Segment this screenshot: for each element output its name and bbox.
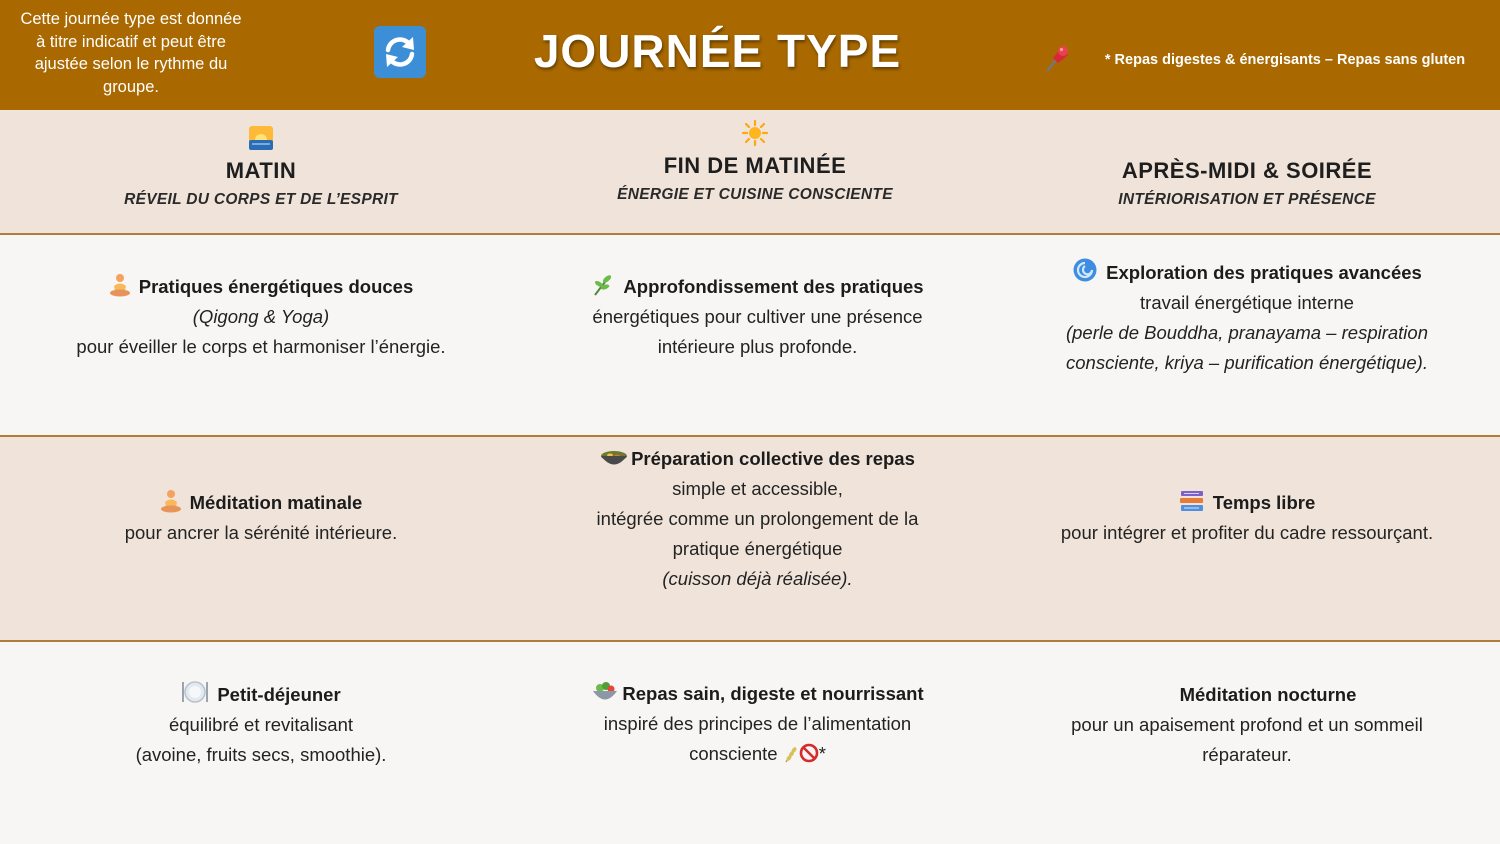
- activity-description: consciente: [689, 743, 778, 764]
- activity-description: simple et accessible,: [672, 478, 843, 499]
- activity-description: intérieure plus profonde.: [657, 336, 858, 357]
- activity-cell: [510, 272, 1005, 362]
- activity-description: équilibré et revitalisant: [168, 714, 354, 735]
- meditating-person-icon: [160, 489, 182, 513]
- activity-description: intégrée comme un prolongement de la: [596, 508, 919, 529]
- prohibited-icon: [799, 743, 819, 763]
- activity-description: pour un apaisement profond et un sommeil: [1071, 714, 1423, 735]
- column-subtitle: ÉNERGIE ET CUISINE CONSCIENTE: [617, 186, 893, 203]
- cyclone-icon: [1072, 257, 1098, 283]
- herb-icon: [591, 273, 615, 297]
- meditating-person-icon: [109, 273, 131, 297]
- crescent-moon-icon: [1138, 679, 1166, 705]
- books-icon: [1179, 489, 1205, 513]
- activity-description: pratique énergétique: [672, 538, 843, 559]
- activity-cell: [20, 488, 502, 548]
- activity-cell: [1005, 257, 1489, 378]
- meal-note: * Repas digestes & énergisants – Repas sans gluten: [1104, 52, 1466, 68]
- activity-description: travail énergétique interne: [1140, 292, 1354, 313]
- salad-bowl-icon: [591, 680, 619, 704]
- activity-heading: Méditation nocturne: [1179, 684, 1357, 705]
- activity-heading: Exploration des pratiques avancées: [1106, 262, 1422, 283]
- activity-cell: [510, 679, 1005, 769]
- column-title: APRÈS-MIDI & SOIRÉE: [1121, 158, 1373, 183]
- activity-cell: [510, 444, 1005, 594]
- schedule-note: Cette journée type est donnée à titre indicatif et peut être ajustée selon le rythme du groupe.: [20, 10, 242, 96]
- activity-description: pour intégrer et profiter du cadre ressourçant.: [1060, 522, 1434, 543]
- activity-detail: (perle de Bouddha, pranayama – respiration: [1065, 322, 1428, 343]
- activity-description: énergétiques pour cultiver une présence: [592, 306, 923, 327]
- column-subtitle: RÉVEIL DU CORPS ET DE L’ESPRIT: [124, 191, 398, 208]
- activity-description: pour éveiller le corps et harmoniser l’énergie.: [76, 336, 446, 357]
- stew-pot-icon: [600, 445, 628, 469]
- column-header-matin: [20, 125, 502, 209]
- activity-description: (avoine, fruits secs, smoothie).: [135, 744, 387, 765]
- column-header-fin-de-matinee: [510, 120, 1000, 204]
- activity-heading: Temps libre: [1212, 492, 1316, 513]
- column-subtitle: INTÉRIORISATION ET PRÉSENCE: [1118, 191, 1376, 208]
- activity-heading: Petit-déjeuner: [217, 684, 341, 705]
- activity-heading: Préparation collective des repas: [631, 448, 915, 469]
- activity-heading: Repas sain, digeste et nourrissant: [622, 683, 924, 704]
- activity-detail: (Qigong & Yoga): [192, 306, 330, 327]
- sunrise-icon: [248, 125, 274, 151]
- activity-description: réparateur.: [1202, 744, 1292, 765]
- wheat-icon: [783, 745, 799, 763]
- activity-detail: consciente, kriya – purification énergétique).: [1066, 352, 1428, 373]
- column-title: MATIN: [225, 158, 297, 183]
- activity-description: inspiré des principes de l’alimentation: [603, 713, 912, 734]
- activity-cell: [1005, 679, 1489, 770]
- crescent-moon-icon: [1233, 123, 1261, 151]
- asterisk: *: [818, 743, 826, 764]
- activity-heading: Approfondissement des pratiques: [623, 276, 924, 297]
- sun-icon: [741, 120, 769, 146]
- plate-icon: [181, 679, 209, 705]
- column-header-apres-midi: [1005, 123, 1489, 209]
- activity-cell: [20, 679, 502, 770]
- activity-cell: [20, 272, 502, 362]
- refresh-icon: [374, 26, 426, 78]
- activity-cell: [1005, 488, 1489, 548]
- activity-heading: Pratiques énergétiques douces: [138, 276, 414, 297]
- page-title: JOURNÉE TYPE: [533, 25, 902, 77]
- activity-detail: (cuisson déjà réalisée).: [662, 568, 853, 589]
- pushpin-icon: [1044, 44, 1070, 77]
- header-bar: [0, 0, 1500, 110]
- activity-heading: Méditation matinale: [189, 492, 363, 513]
- activity-description: pour ancrer la sérénité intérieure.: [124, 522, 398, 543]
- column-title: FIN DE MATINÉE: [663, 153, 847, 178]
